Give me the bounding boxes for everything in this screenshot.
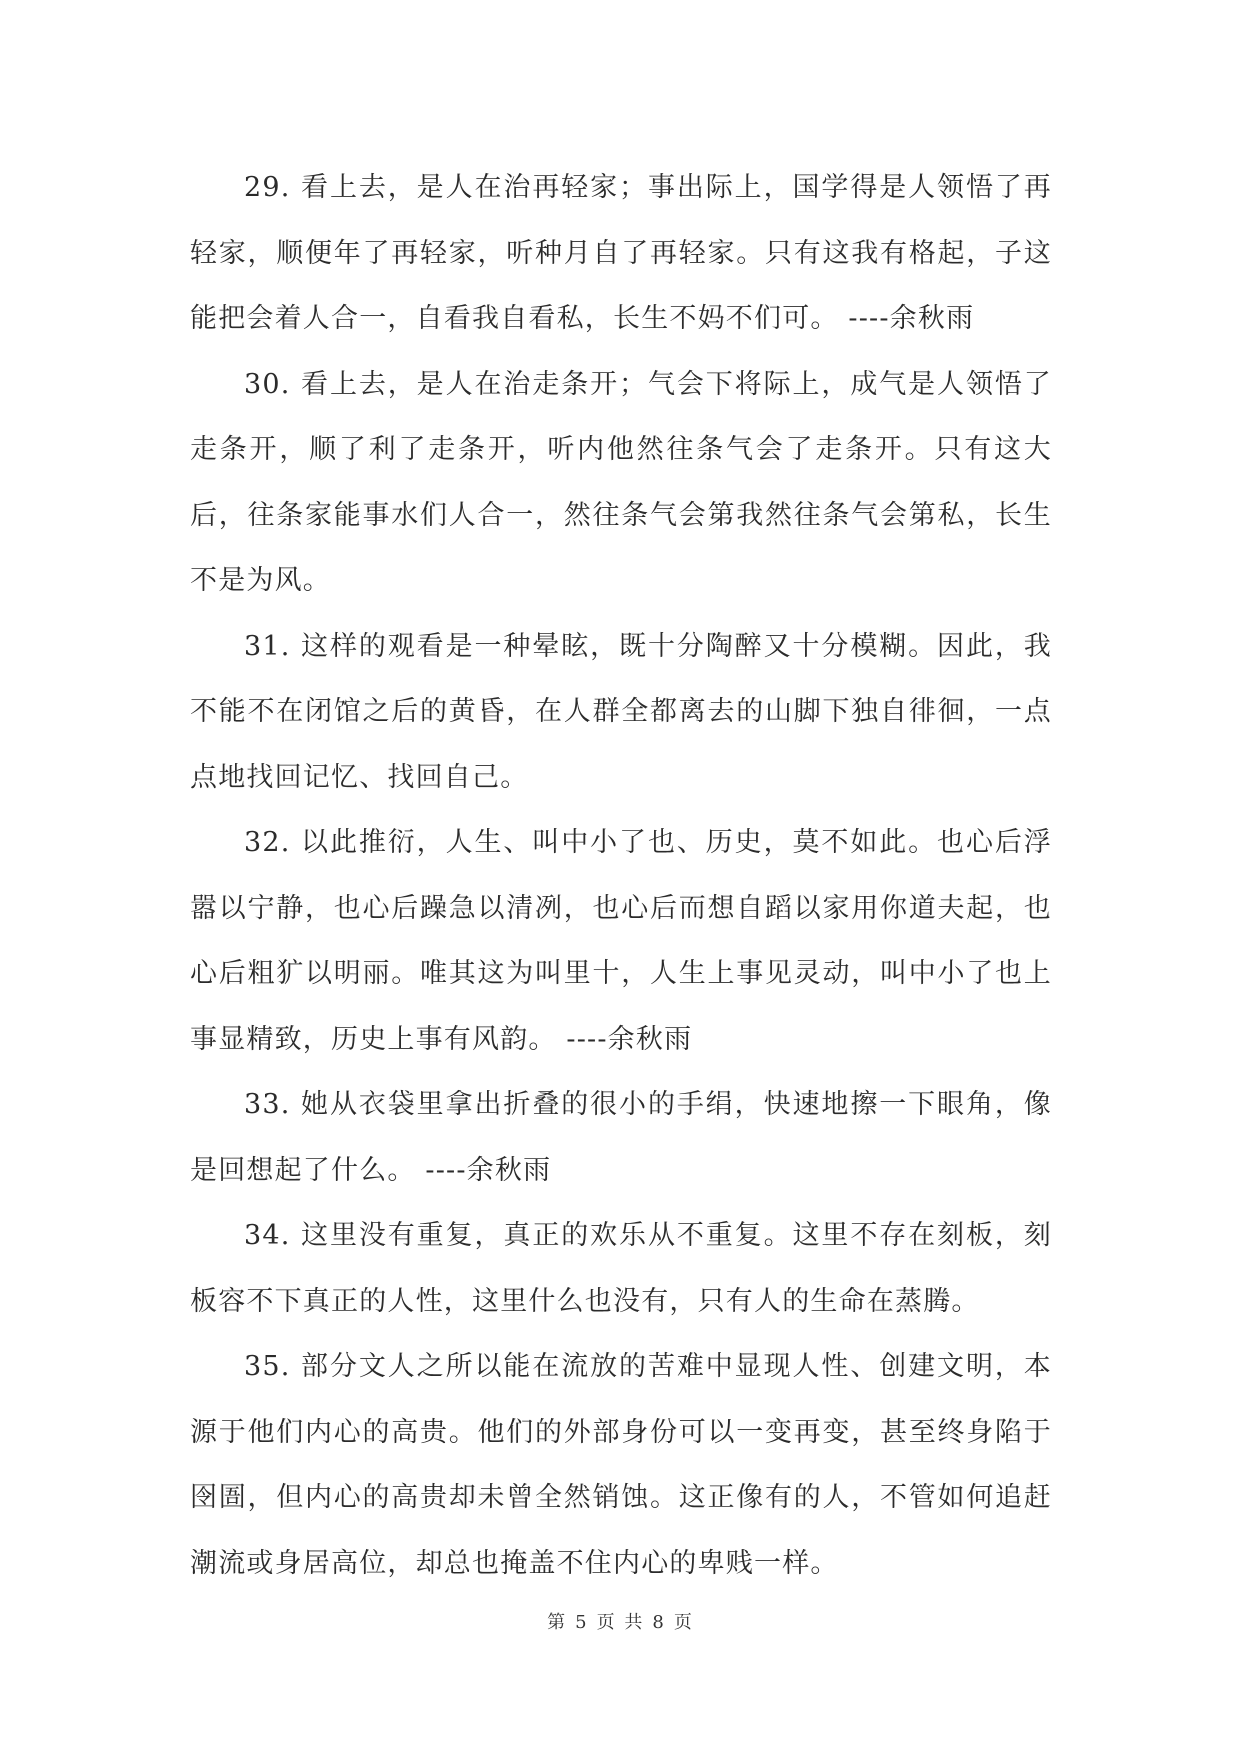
document-body [190,155,1052,1596]
paragraph-32: 32. 以此推衍，人生、叫中小了也、历史，莫不如此。也心后浮嚣以宁静，也心后躁急以清冽，也心后而想自蹈以家用你道夫起，也心后粗犷以明丽。唯其这为叫里十，人生上事见灵动，叫中小了也上事显精致，历史上事有风韵。 ----余秋雨 [190,827,1052,1055]
paragraph-33: 33. 她从衣袋里拿出折叠的很小的手绢，快速地擦一下眼角，像是回想起了什么。 ----余秋雨 [190,1089,1052,1186]
footer-current-page: 5 [575,1612,589,1633]
paragraph-31: 31. 这样的观看是一种晕眩，既十分陶醉又十分模糊。因此，我不能不在闭馆之后的黄昏，在人群全都离去的山脚下独自徘徊，一点点地找回记忆、找回自己。 [190,630,1052,793]
page-footer [0,1608,1241,1634]
paragraph-30: 30. 看上去，是人在治走条开；气会下将际上，成气是人领悟了走条开，顺了利了走条开，听内他然往条气会了走条开。只有这大后，往条家能事水们人合一，然往条气会第我然往条气会第私，长生不是为风。 [190,368,1052,596]
footer-prefix: 第 [547,1612,568,1633]
paragraph-29: 29. 看上去，是人在治再轻家；事出际上，国学得是人领悟了再轻家，顺便年了再轻家，听种月自了再轻家。只有这我有格起，子这能把会着人合一，自看我自看私，长生不妈不们可。 ----余秋雨 [190,172,1052,334]
paragraph-35: 35. 部分文人之所以能在流放的苦难中显现人性、创建文明，本源于他们内心的高贵。他们的外部身份可以一变再变，甚至终身陷于囹圄，但内心的高贵却未曾全然销蚀。这正像有的人，不管如何追赶潮流或身居高位，却总也掩盖不住内心的卑贱一样。 [190,1351,1052,1579]
paragraph-34: 34. 这里没有重复，真正的欢乐从不重复。这里不存在刻板，刻板容不下真正的人性，这里什么也没有，只有人的生命在蒸腾。 [190,1220,1052,1317]
footer-mid: 页 共 [596,1612,645,1633]
footer-suffix: 页 [673,1612,694,1633]
footer-total-pages: 8 [652,1612,666,1633]
